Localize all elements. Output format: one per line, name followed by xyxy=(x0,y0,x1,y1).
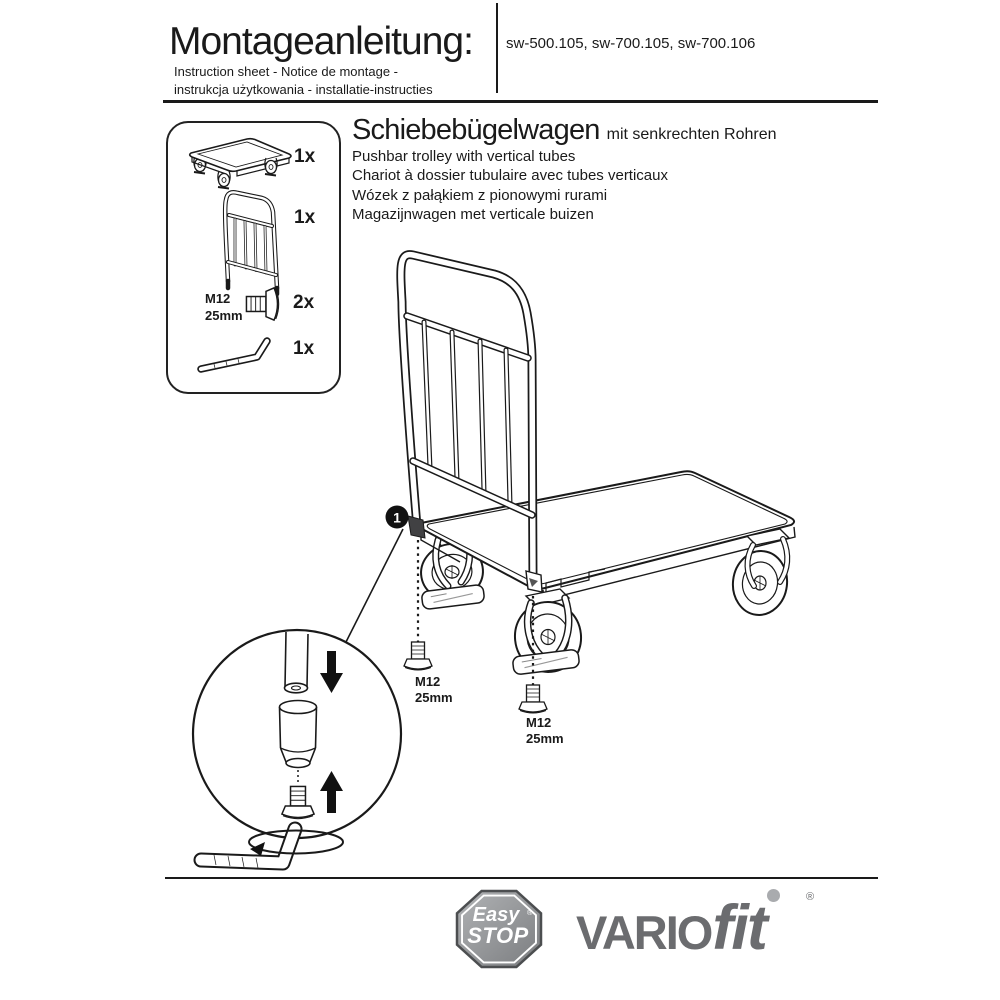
product-title-fr: Chariot à dossier tubulaire avec tubes verticaux xyxy=(352,167,668,185)
header-rule xyxy=(163,100,878,103)
part-screw-length: 25mm xyxy=(205,308,243,323)
header-divider xyxy=(496,3,498,93)
screw-drawing-right xyxy=(519,685,547,713)
easystop-word1: Easy xyxy=(472,904,520,926)
part-qty-allen-key: 1x xyxy=(293,338,315,359)
screw-label-right-size: M12 xyxy=(526,715,552,730)
caster-front xyxy=(512,589,585,675)
part-screw-size: M12 xyxy=(205,291,231,306)
trolley-drawing xyxy=(401,255,795,713)
easystop-word2: STOP xyxy=(467,923,529,948)
screw-drawing-left xyxy=(404,642,432,670)
product-title-en: Pushbar trolley with vertical tubes xyxy=(352,148,576,165)
screw-label-right-length: 25mm xyxy=(526,731,564,746)
step-badge xyxy=(346,506,409,643)
variofit-fit: fit xyxy=(712,893,766,963)
product-title xyxy=(352,114,776,147)
assembly-callout xyxy=(193,630,401,868)
variofit-vario: VARIO xyxy=(576,906,712,959)
screw-label-left-length: 25mm xyxy=(415,690,453,705)
part-qty-platform: 1x xyxy=(294,146,316,167)
variofit-logo xyxy=(576,891,815,963)
product-title-pl: Wózek z pałąkiem z pionowymi rurami xyxy=(352,186,608,204)
product-title-nl: Magazijnwagen met verticale buizen xyxy=(352,205,594,223)
variofit-registered: ® xyxy=(806,891,815,903)
screw-label-left-size: M12 xyxy=(415,674,441,689)
product-title-de: Schiebebügelwagen xyxy=(352,114,600,146)
variofit-dot-icon xyxy=(767,889,780,902)
caster-right xyxy=(729,529,790,618)
part-qty-frame: 1x xyxy=(294,207,316,228)
header-subtitle-2: instrukcja użytkowania - installatie-instructies xyxy=(174,82,433,97)
product-subtitles xyxy=(352,147,668,224)
easystop-logo xyxy=(457,891,541,967)
step-number: 1 xyxy=(393,509,401,526)
product-title-de-suffix: mit senkrechten Rohren xyxy=(606,126,777,143)
part-qty-screw: 2x xyxy=(293,292,315,313)
product-codes: sw-500.105, sw-700.105, sw-700.106 xyxy=(506,35,756,52)
header-subtitle-1: Instruction sheet - Notice de montage - xyxy=(174,64,399,79)
page-title: Montageanleitung: xyxy=(169,20,473,63)
footer-rule xyxy=(165,877,878,879)
easystop-registered: ® xyxy=(527,908,533,917)
